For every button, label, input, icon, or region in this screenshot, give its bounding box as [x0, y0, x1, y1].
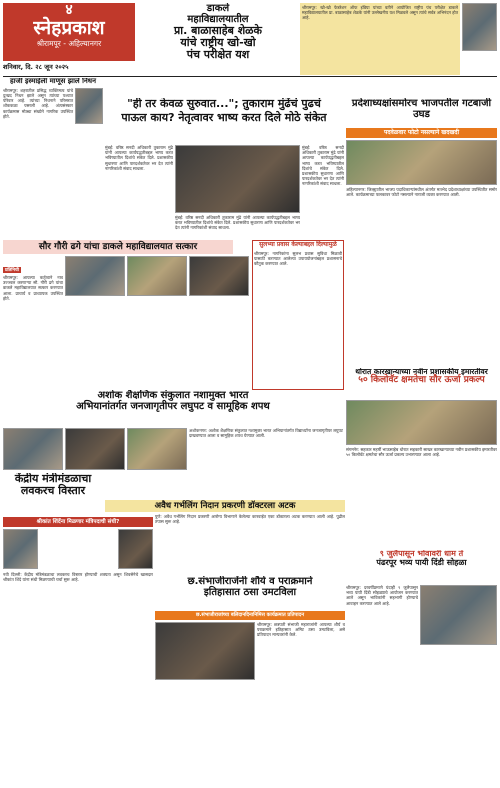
palkhi-headline-2: पंढरपूर भव्य पायी दिंडी सोहळा: [376, 557, 467, 567]
cabinet-photo-1: [3, 529, 38, 569]
lead-headline-2: पाऊल काय? नेतृत्वावर भाष्य करत दिले मोठे संकेत: [121, 111, 327, 125]
lead-headline-1: "ही तर केवळ सुरुवात..."; तुकाराम मुंढेंचं पुढचं: [127, 98, 321, 110]
lead-story: [105, 98, 343, 142]
right-text: अहिल्यानगर: जिल्ह्यातील भाजप पदाधिकाऱ्यांमधील अंतर्गत मतभेद प्रदेशाध्यक्षांच्या उपस्थितीत समोर आले. कार्यक्रमाच्या फलकावर फोटो नसल्याने नाराजी व्यक्त करण्यात आली.: [346, 187, 497, 198]
left-top-story: [3, 78, 103, 238]
solar-headline-1: थोरात कारखान्याच्या नवीन प्रशासकीय इमारतीवर: [355, 368, 488, 376]
school-text: अशोकनगर: अशोक शैक्षणिक संकुलात नशामुक्त भारत अभियानांतर्गत विद्यार्थ्यांना जनजागृतीपर लघुपट दाखवण्यात आला व सामूहिक शपथ घेण्यात आली.: [189, 428, 343, 439]
center-box: [252, 240, 344, 390]
school-photo-2: [65, 428, 125, 470]
school-photo-1: [3, 428, 63, 470]
newspaper-subtitle: श्रीरामपूर - अहिल्यानगर: [36, 39, 102, 48]
doctor-headline: अवैध गर्भलिंग निदान प्रकरणी डॉक्टरला अटक: [154, 501, 296, 511]
center-box-headline: सुलभ्या प्रवास केल्याबद्दल दिल्यामुळे: [259, 241, 337, 248]
palkhi-headline-1: ९ जुलैपासून भोवावरी धाम ते: [379, 550, 464, 558]
right-photo: [346, 140, 497, 185]
palkhi-story: [346, 550, 497, 582]
sambhaji-headline-1: छ.संभाजीराजेंनी शौर्य व पराक्रमाने: [187, 576, 313, 587]
left-top-text: श्रीरामपूर: शहरातील प्रसिद्ध व्यक्तिमत्व यांचे दुःखद निधन झाले असून त्यांच्या पश्चात परिवार आहे. त्यांच्या निधनाने परिसरात शोककळा पसरली आहे. अंत्यसंस्कार कार्यक्रमास मोठ्या संख्येने नागरिक उपस्थित होते.: [3, 87, 73, 119]
left-top-headline: हाजी इस्माईली माणूस झाले निधन: [10, 78, 96, 85]
cabinet-headline-2: लवकरच विस्तार: [20, 484, 86, 498]
right-banner: पदवेळवार फोटो नसल्याने खदखदी: [346, 128, 497, 138]
school-photo-3: [127, 428, 187, 470]
dakle-text: श्रीरामपूर: आपल्या कर्तृत्वाने नाव उज्ज्वल करणाऱ्या सौ. गौरी ढगे यांचा डाकले महाविद्यालयात सत्कार करण्यात आला. प्राचार्य व प्राध्यापक उपस्थित होते.: [3, 275, 63, 301]
dakle-story: [3, 240, 233, 254]
cabinet-banner: श्रीकांत शिंदेंना मिळणार मंत्रिपदाची संधी?: [3, 517, 153, 527]
cabinet-photo-2: [118, 529, 153, 569]
top-headline-line2: महाविद्यालयातील: [187, 14, 249, 25]
school-headline-2: अभियानांतर्गत जनजागृतीपर लघुपट व सामूहिक शपथ: [76, 401, 270, 412]
top-headline-line1: डाकले: [206, 3, 230, 14]
right-story: [346, 98, 497, 128]
sambhaji-headline-2: इतिहासात ठसा उमटविला: [203, 587, 297, 598]
top-ribbon-text: श्रीरामपूर: खो-खो फेडरेशन ऑफ इंडिया यांच्या वतीने आयोजित राष्ट्रीय पंच परीक्षेत डाकले महाविद्यालयातील प्रा. बाळासाहेब शेळके यांनी उल्लेखनीय यश मिळवले असून त्यांचे सर्वत्र अभिनंदन होत आहे.: [300, 3, 460, 75]
dakle-tag: प्रतिनिधी: [5, 268, 19, 273]
top-headline: [138, 3, 298, 73]
lead-text-bottom: मुंबई: वरिष्ठ सनदी अधिकारी तुकाराम मुंढे यांनी आपल्या कार्यपद्धतीबद्दल भाष्य करत भविष्यातील दिशांचे संकेत दिले. प्रशासकीय सुधारणा आणि पारदर्शकतेवर भर देत त्यांनी नागरिकांशी संवाद साधला.: [175, 215, 300, 231]
top-headline-line5: पंच परीक्षेत यश: [186, 48, 250, 62]
dakle-headline: सौर गौरी ढगे यांचा डाकले महाविद्यालयात सत्कार: [38, 242, 198, 252]
solar-photo: [346, 400, 497, 445]
right-headline: प्रदेशाध्यक्षांसमोरच भाजपतील गटबाजी उघड: [351, 98, 492, 120]
sambhaji-story: [155, 576, 345, 610]
solar-story: [346, 368, 497, 398]
cabinet-story: [3, 473, 103, 515]
lead-text-left: मुंबई: वरिष्ठ सनदी अधिकारी तुकाराम मुंढे यांनी आपल्या कार्यपद्धतीबद्दल भाष्य करत भविष्यातील दिशांचे संकेत दिले. प्रशासकीय सुधारणा आणि पारदर्शकतेवर भर देत त्यांनी नागरिकांशी संवाद साधला.: [105, 145, 173, 171]
lead-photo: [175, 145, 300, 213]
cabinet-text: नवी दिल्ली: केंद्रीय मंत्रिमंडळाचा लवकरच विस्तार होण्याची शक्यता असून शिवसेनेचे खासदार श्रीकांत शिंदे यांना संधी मिळण्याची चर्चा सुरू आहे.: [3, 572, 153, 583]
dakle-photo: [65, 256, 125, 296]
masthead-rule: [3, 76, 497, 77]
newspaper-title: स्नेहप्रकाश: [33, 17, 105, 39]
palkhi-photo: [420, 585, 497, 645]
school-story: [3, 390, 343, 426]
cabinet-headline-1: केंद्रीय मंत्रीमंडळाचा: [14, 473, 92, 485]
dakle-photo-2: [127, 256, 187, 296]
doctor-story: [105, 500, 345, 512]
solar-headline-2: ५० किलोवॅट क्षमतेचा सौर ऊर्जा प्रकल्प: [358, 375, 485, 386]
top-headline-line3: प्रा. बाळासाहेब शेळके: [174, 24, 262, 37]
top-ribbon-photo: [462, 3, 497, 51]
masthead: [3, 3, 135, 61]
sambhaji-banner: छ.संभाजीराजांच्या बलिदानदिनानिमित्त कार्यक्रमात प्रतिपादन: [155, 611, 345, 620]
sambhaji-photo: [155, 622, 255, 680]
palkhi-text: श्रीरामपूर: दरवर्षीप्रमाणे यंदाही ९ जुलैपासून भव्य पायी दिंडी सोहळ्याचे आयोजन करण्यात आले असून भाविकांनी सहभागी होण्याचे आवाहन करण्यात आले आहे.: [346, 585, 418, 606]
sambhaji-text: श्रीरामपूर: छत्रपती संभाजी महाराजांनी आपल्या शौर्य व पराक्रमाने इतिहासात अमिट ठसा उमटविला, असे प्रतिपादन मान्यवरांनी केले.: [257, 622, 345, 638]
lead-text-right: मुंबई: वरिष्ठ सनदी अधिकारी तुकाराम मुंढे यांनी आपल्या कार्यपद्धतीबद्दल भाष्य करत भविष्यातील दिशांचे संकेत दिले. प्रशासकीय सुधारणा आणि पारदर्शकतेवर भर देत त्यांनी नागरिकांशी संवाद साधला.: [302, 145, 344, 187]
dakle-photo-3: [189, 256, 249, 296]
school-headline-1: अशोक शैक्षणिक संकुलात नशामुक्त भारत: [97, 390, 249, 401]
solar-text: संगमनेर: सहकार महर्षी भाऊसाहेब थोरात सहकारी साखर कारखान्याच्या नवीन प्रशासकीय इमारतीवर ५० किलोवॅट क्षमतेचा सौर ऊर्जा प्रकल्प उभारण्यात आला आहे.: [346, 447, 497, 458]
top-headline-line4: यांचे राष्ट्रीय खो-खो: [180, 36, 256, 50]
doctor-text: पुणे: अवैध गर्भलिंग निदान प्रकरणी आरोग्य विभागाने केलेल्या कारवाईत एका डॉक्टरला अटक करण्यात आली आहे. पुढील तपास सुरू आहे.: [155, 514, 345, 525]
page-number: ४: [65, 3, 73, 18]
center-box-text: श्रीरामपूर: नागरिकांना सुलभ प्रवास सुविधा मिळावी यासाठी करण्यात आलेल्या उपाययोजनांबद्दल प्रशासनाचे कौतुक करण्यात आले.: [254, 250, 342, 266]
dakle-body: [3, 256, 63, 386]
left-top-photo: [75, 88, 103, 124]
dateline: शनिवार, दि. २८ जून २०२५: [3, 63, 69, 71]
